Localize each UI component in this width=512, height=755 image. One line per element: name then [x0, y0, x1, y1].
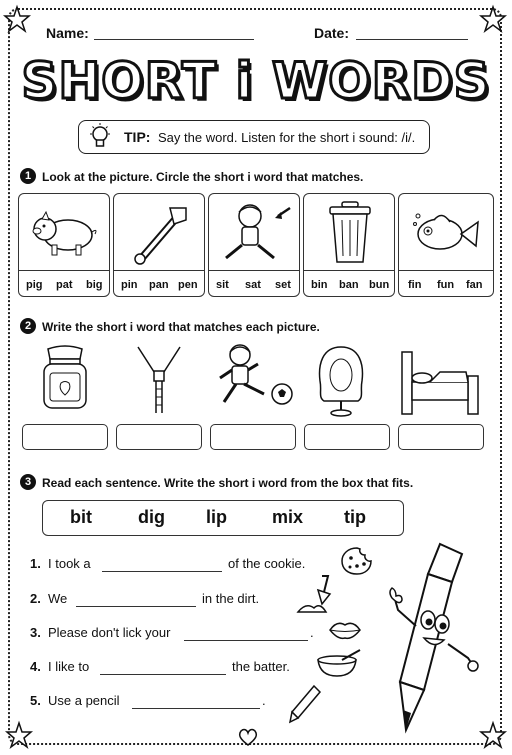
bank-word: dig: [138, 507, 165, 527]
star-icon: [6, 722, 32, 748]
option-word[interactable]: pen: [178, 279, 198, 291]
name-field[interactable]: [94, 38, 254, 40]
bank-word: mix: [272, 507, 304, 527]
sentence-text: Use a pencil: [48, 693, 120, 708]
safety-pin-icon: [130, 200, 190, 265]
sentence-text: of the cookie.: [228, 556, 306, 571]
kicking-boy-icon: [212, 342, 298, 412]
answer-box-1[interactable]: [22, 424, 108, 450]
answer-blank-4[interactable]: [100, 673, 226, 675]
option-word[interactable]: ban: [339, 279, 359, 291]
sentence-text: We: [48, 591, 68, 606]
answer-blank-5[interactable]: [132, 707, 260, 709]
pencil-mascot-icon: [380, 540, 492, 736]
sentence-text: .: [310, 625, 314, 640]
bed-icon: [400, 348, 480, 416]
jam-jar-icon: [40, 345, 90, 411]
heart-icon: [238, 728, 258, 746]
shovel-icon: [296, 574, 336, 614]
sentence-number: 5.: [30, 693, 41, 708]
lightbulb-icon: [88, 122, 112, 154]
tip-label: TIP:: [124, 129, 151, 145]
sentence-text: I took a: [48, 556, 91, 571]
sentence-text: .: [262, 693, 266, 708]
step-number-3: 3: [20, 474, 36, 490]
answer-blank-2[interactable]: [76, 605, 196, 607]
date-field[interactable]: [356, 38, 468, 40]
section3-instruction: Read each sentence. Write the short i word from the box that fits.: [42, 476, 414, 490]
tip-text: Say the word. Listen for the short i sound: /i/.: [158, 130, 416, 145]
pig-icon: [30, 205, 100, 260]
name-label: Name:: [46, 25, 89, 41]
bank-word: bit: [70, 507, 92, 527]
step-number-2: 2: [20, 318, 36, 334]
lips-icon: [328, 620, 362, 640]
sentence-text: Please don't lick your: [48, 625, 171, 640]
sitting-boy-icon: [220, 200, 295, 268]
option-word[interactable]: fin: [408, 279, 422, 291]
answer-box-2[interactable]: [116, 424, 202, 450]
option-word[interactable]: bin: [311, 279, 328, 291]
cookie-icon: [340, 546, 374, 576]
trash-bin-icon: [328, 200, 372, 266]
answer-box-3[interactable]: [210, 424, 296, 450]
sentence-number: 3.: [30, 625, 41, 640]
zipper-icon: [134, 345, 184, 415]
option-word[interactable]: sit: [216, 279, 229, 291]
bank-word: lip: [206, 507, 227, 527]
answer-box-4[interactable]: [304, 424, 390, 450]
answer-blank-1[interactable]: [102, 570, 222, 572]
bank-word: tip: [344, 507, 366, 527]
sentence-number: 2.: [30, 591, 41, 606]
star-icon: [4, 6, 30, 32]
option-word[interactable]: set: [275, 279, 291, 291]
section2-instruction: Write the short i word that matches each picture.: [42, 320, 320, 334]
page-title: SHORT i WORDS: [21, 52, 491, 110]
star-icon: [480, 6, 506, 32]
option-word[interactable]: pig: [26, 279, 43, 291]
pencil-icon: [288, 684, 322, 724]
option-word[interactable]: pin: [121, 279, 138, 291]
answer-blank-3[interactable]: [184, 639, 308, 641]
step-number-1: 1: [20, 168, 36, 184]
sentence-number: 4.: [30, 659, 41, 674]
option-word[interactable]: fan: [466, 279, 483, 291]
sentence-text: the batter.: [232, 659, 290, 674]
fish-icon: [412, 210, 482, 258]
sentence-number: 1.: [30, 556, 41, 571]
sentence-text: I like to: [48, 659, 90, 674]
option-word[interactable]: pan: [149, 279, 169, 291]
date-label: Date:: [314, 25, 350, 41]
section1-instruction: Look at the picture. Circle the short i word that matches.: [42, 170, 364, 184]
option-word[interactable]: fun: [437, 279, 455, 291]
option-word[interactable]: pat: [56, 279, 73, 291]
option-word[interactable]: sat: [245, 279, 261, 291]
option-word[interactable]: bun: [369, 279, 390, 291]
option-word[interactable]: big: [86, 279, 103, 291]
wig-icon: [316, 345, 366, 417]
mixing-bowl-icon: [316, 648, 362, 678]
sentence-text: in the dirt.: [202, 591, 260, 606]
answer-box-5[interactable]: [398, 424, 484, 450]
